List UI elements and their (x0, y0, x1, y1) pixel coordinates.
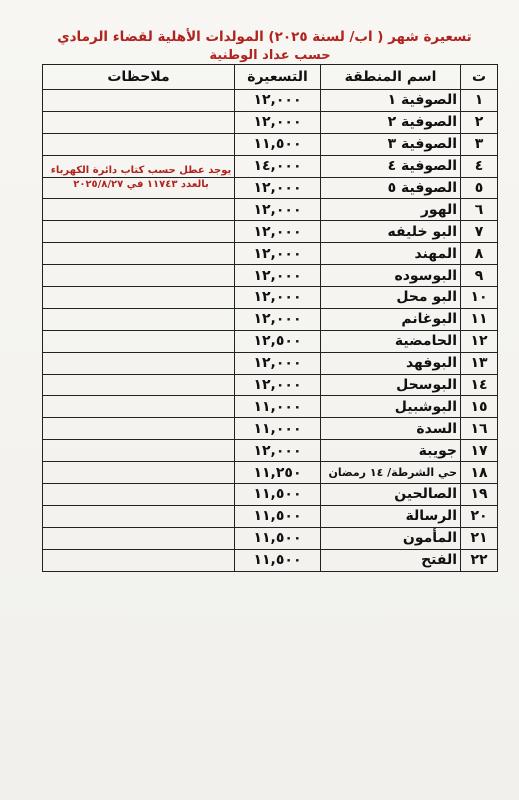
table-row (43, 527, 498, 549)
table-row (43, 133, 498, 155)
header-notes: ملاحظات (43, 65, 235, 90)
row-notes (43, 243, 235, 265)
table-row (43, 199, 498, 221)
row-price: ١١,٠٠٠ (235, 396, 321, 418)
row-price: ١٢,٠٠٠ (235, 199, 321, 221)
row-area: الصوفية ٤ (321, 155, 461, 177)
row-number: ١٧ (461, 440, 498, 462)
row-notes (43, 527, 235, 549)
row-price: ١٤,٠٠٠ (235, 155, 321, 177)
row-price: ١٢,٠٠٠ (235, 440, 321, 462)
header-area: اسم المنطقة (321, 65, 461, 90)
row-area: الصوفية ١ (321, 90, 461, 112)
row-number: ١٠ (461, 287, 498, 309)
row-price: ١١,٠٠٠ (235, 418, 321, 440)
row-area: الصوفية ٣ (321, 133, 461, 155)
row-area: البوسوده (321, 265, 461, 287)
row-number: ٩ (461, 265, 498, 287)
note-text: يوجد عطل حسب كتاب دائرة الكهرباء بالعدد ١١٧٤٣ في ٢٠٢٥/٨/٢٧ (50, 165, 232, 190)
row-area: البو خليفه (321, 221, 461, 243)
row-notes (43, 374, 235, 396)
row-price: ١١,٥٠٠ (235, 505, 321, 527)
row-notes (43, 352, 235, 374)
row-price: ١٢,٠٠٠ (235, 243, 321, 265)
row-notes (43, 221, 235, 243)
table-row (43, 265, 498, 287)
page-subtitle: حسب عداد الوطنية (209, 48, 331, 63)
row-number: ١٦ (461, 418, 498, 440)
row-area: الحامضية (321, 330, 461, 352)
row-notes (43, 484, 235, 506)
row-area: البوفهد (321, 352, 461, 374)
table-row (43, 440, 498, 462)
row-notes (43, 505, 235, 527)
row-price: ١١,٢٥٠ (235, 462, 321, 484)
row-price: ١٢,٠٠٠ (235, 111, 321, 133)
row-number: ١٨ (461, 462, 498, 484)
row-price: ١٢,٠٠٠ (235, 177, 321, 199)
row-notes (43, 90, 235, 112)
row-price: ١٢,٠٠٠ (235, 287, 321, 309)
row-notes (43, 440, 235, 462)
pricing-table (42, 64, 498, 572)
row-area: الصالحين (321, 484, 461, 506)
row-area: جويبة (321, 440, 461, 462)
row-area: الهور (321, 199, 461, 221)
table-row (43, 484, 498, 506)
table-row (43, 90, 498, 112)
table-row (43, 330, 498, 352)
row-number: ٣ (461, 133, 498, 155)
row-area: الصوفية ٢ (321, 111, 461, 133)
row-number: ٥ (461, 177, 498, 199)
row-number: ٨ (461, 243, 498, 265)
row-area: الصوفية ٥ (321, 177, 461, 199)
row-notes (43, 111, 235, 133)
row-notes (43, 418, 235, 440)
row-number: ١٩ (461, 484, 498, 506)
row-price: ١٢,٠٠٠ (235, 265, 321, 287)
row-notes (43, 330, 235, 352)
row-area: حي الشرطة/ ١٤ رمضان (321, 462, 461, 484)
row-price: ١٢,٠٠٠ (235, 221, 321, 243)
row-area: الرسالة (321, 505, 461, 527)
table-row (43, 462, 498, 484)
row-area: البوسحل (321, 374, 461, 396)
row-area: المأمون (321, 527, 461, 549)
table-header-row (43, 65, 498, 90)
page-title: تسعيرة شهر ( اب/ لسنة ٢٠٢٥) المولدات الأهلية لقضاء الرمادي (57, 29, 472, 45)
row-number: ١٣ (461, 352, 498, 374)
header-number: ت (461, 65, 498, 90)
row-price: ١٢,٠٠٠ (235, 352, 321, 374)
table-row (43, 221, 498, 243)
table-row (43, 374, 498, 396)
row-number: ١٢ (461, 330, 498, 352)
row-number: ٧ (461, 221, 498, 243)
row-notes (43, 133, 235, 155)
table-row (43, 243, 498, 265)
row-number: ١١ (461, 308, 498, 330)
row-price: ١١,٥٠٠ (235, 133, 321, 155)
row-number: ١ (461, 90, 498, 112)
table-row (43, 549, 498, 571)
row-area: البو محل (321, 287, 461, 309)
row-price: ١٢,٠٠٠ (235, 374, 321, 396)
row-number: ٢٠ (461, 505, 498, 527)
row-price: ١٢,٠٠٠ (235, 308, 321, 330)
row-notes (43, 308, 235, 330)
row-price: ١١,٥٠٠ (235, 527, 321, 549)
row-notes (43, 396, 235, 418)
row-notes (43, 287, 235, 309)
row-number: ١٥ (461, 396, 498, 418)
row-area: البوشبيل (321, 396, 461, 418)
row-area: الفتح (321, 549, 461, 571)
table-row (43, 308, 498, 330)
row-price: ١٢,٠٠٠ (235, 90, 321, 112)
header-price: التسعيرة (235, 65, 321, 90)
row-area: السدة (321, 418, 461, 440)
row-notes (43, 549, 235, 571)
table-row (43, 505, 498, 527)
row-price: ١١,٥٠٠ (235, 484, 321, 506)
row-notes (43, 265, 235, 287)
table-row (43, 111, 498, 133)
row-area: البوغانم (321, 308, 461, 330)
row-number: ٢ (461, 111, 498, 133)
row-price: ١٢,٥٠٠ (235, 330, 321, 352)
table-row (43, 352, 498, 374)
row-number: ٦ (461, 199, 498, 221)
row-number: ٢٢ (461, 549, 498, 571)
row-area: المهند (321, 243, 461, 265)
row-notes (43, 462, 235, 484)
row-notes (43, 199, 235, 221)
table-row (43, 396, 498, 418)
table-row (43, 287, 498, 309)
row-number: ١٤ (461, 374, 498, 396)
row-price: ١١,٥٠٠ (235, 549, 321, 571)
row-number: ٤ (461, 155, 498, 177)
table-row (43, 418, 498, 440)
row-number: ٢١ (461, 527, 498, 549)
